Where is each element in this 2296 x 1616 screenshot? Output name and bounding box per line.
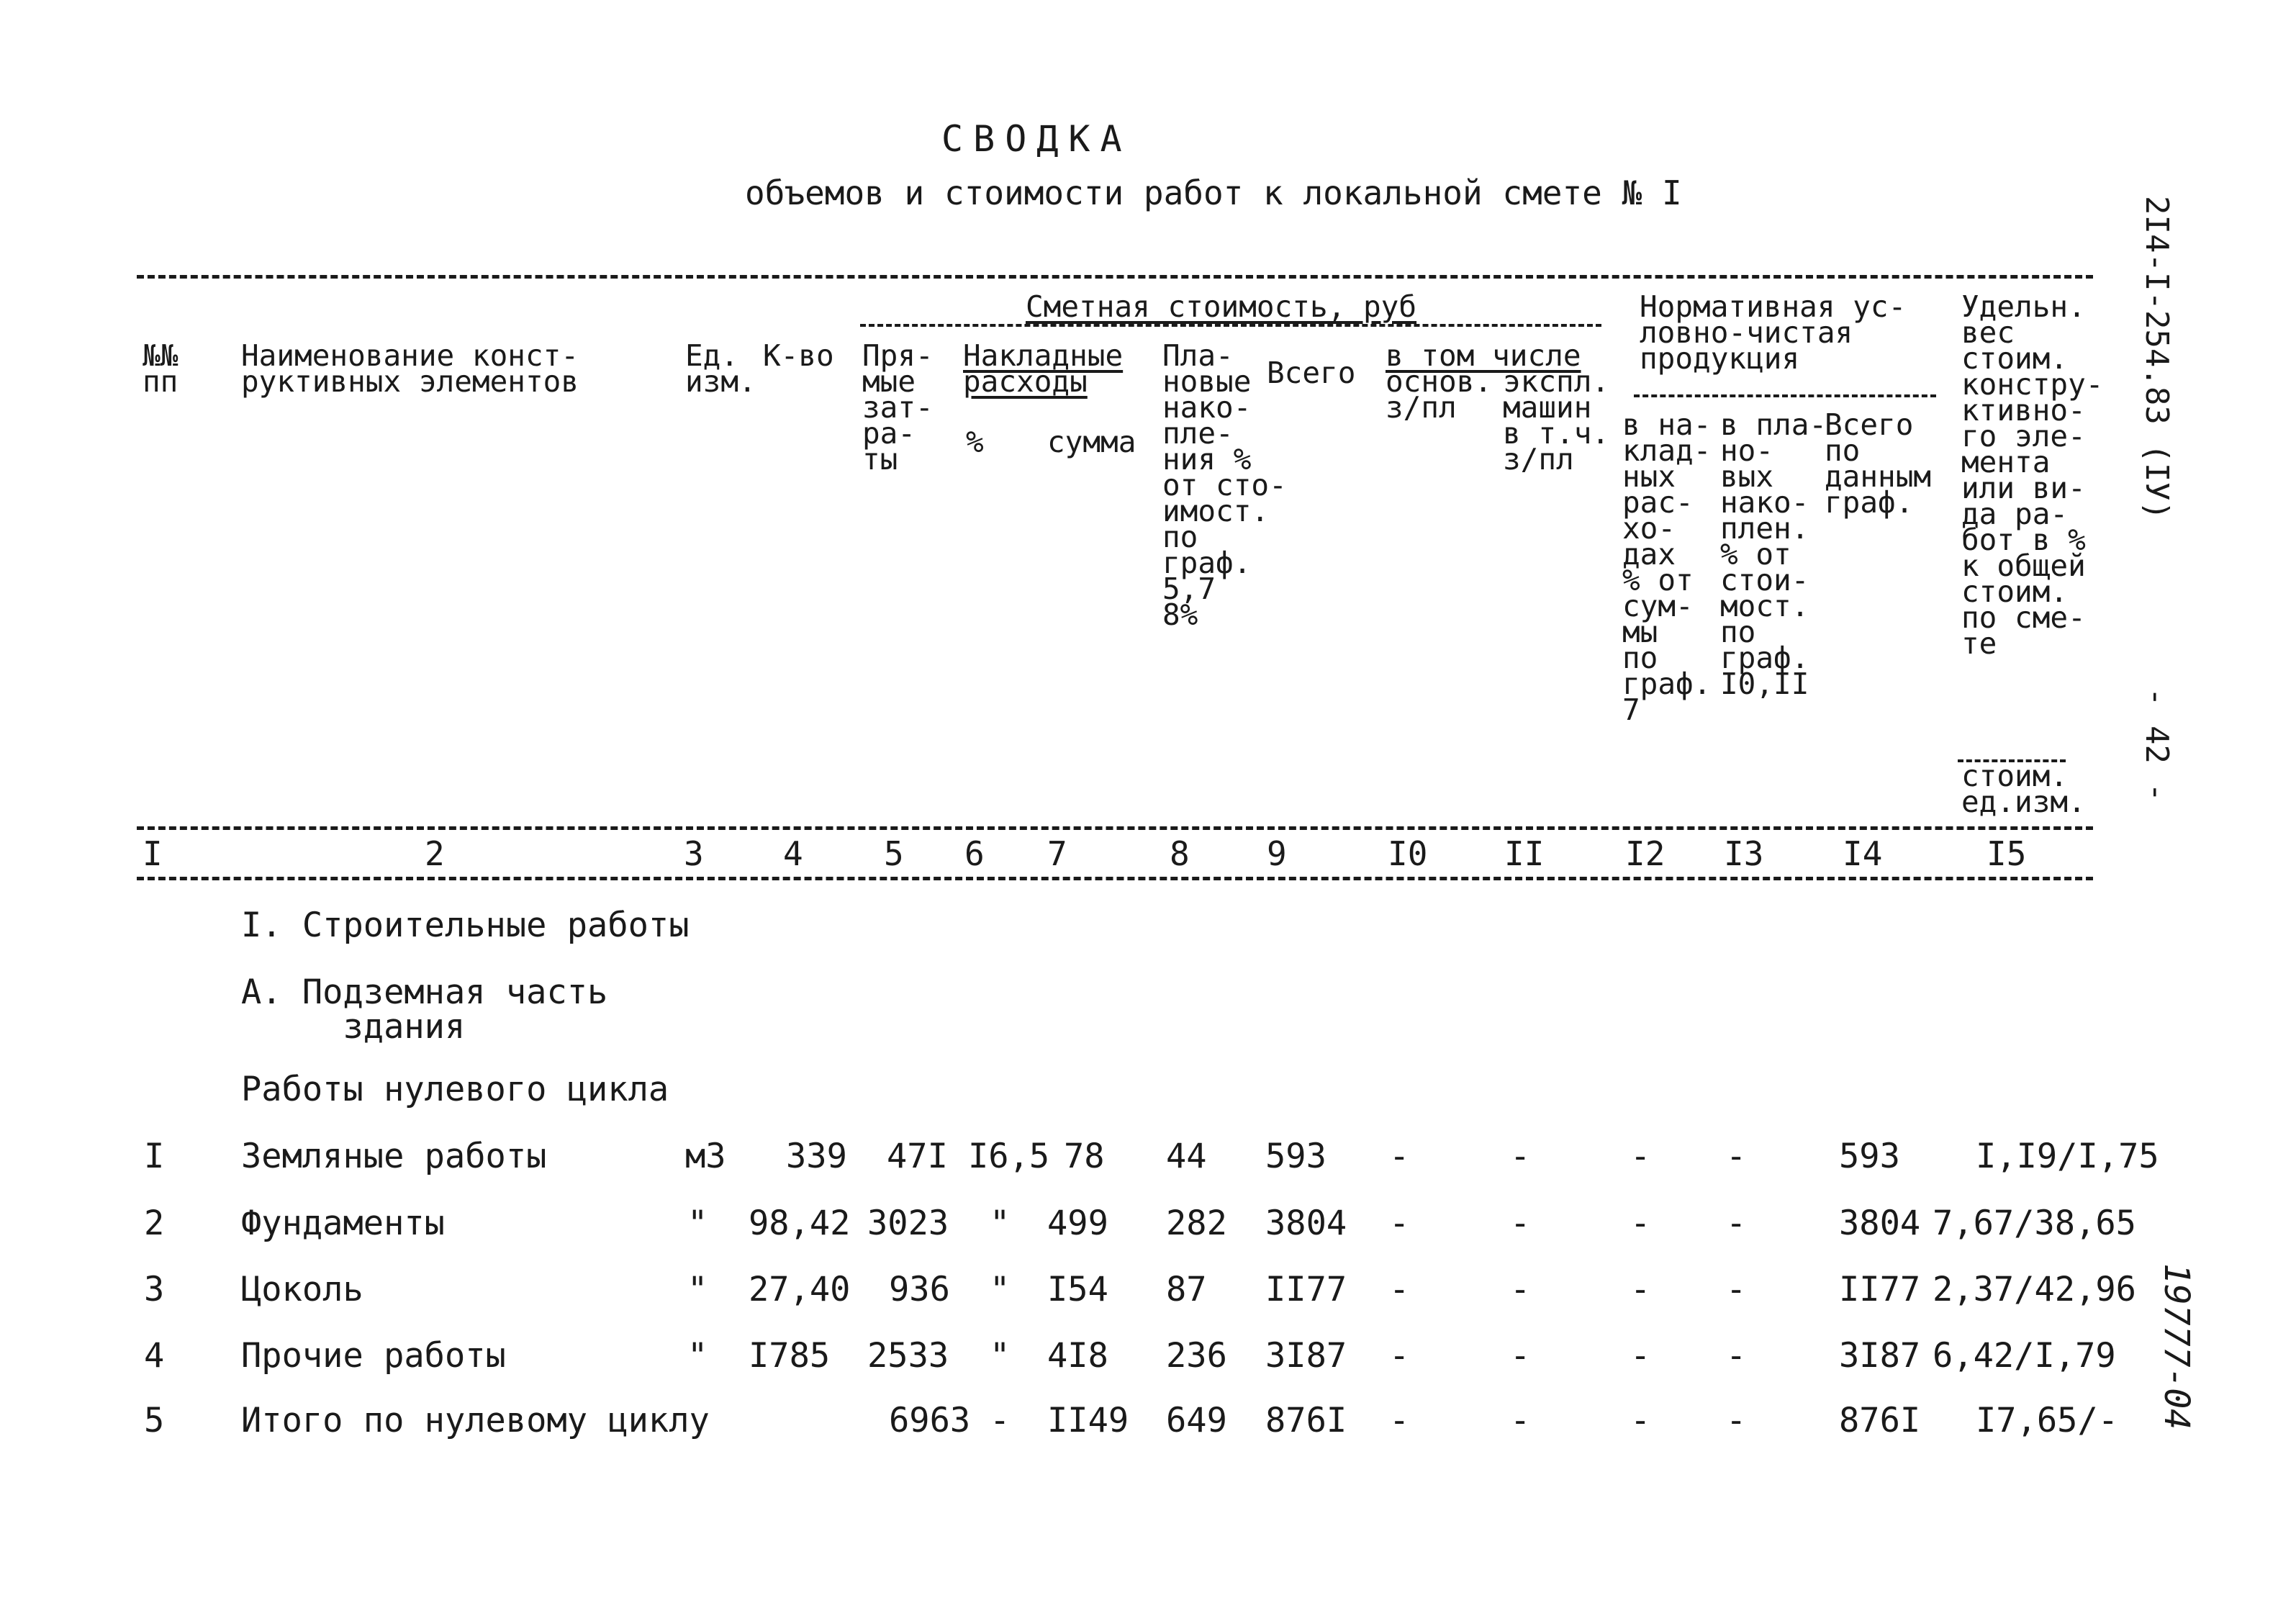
row-norm-overhead: -	[1630, 1137, 1651, 1176]
row-quantity: 27,40	[749, 1270, 851, 1309]
row-overhead-sum: 499	[1047, 1204, 1108, 1243]
row-quantity: I785	[749, 1336, 831, 1376]
column-number-8: 8	[1170, 834, 1190, 873]
row-total: II77	[1265, 1270, 1347, 1309]
row-norm-planned: -	[1726, 1270, 1747, 1309]
row-overhead-percent: -	[990, 1401, 1011, 1440]
column-number-3: 3	[684, 834, 704, 873]
header-quantity: К-во	[763, 338, 834, 373]
row-overhead-percent: "	[990, 1336, 1011, 1376]
header-group-estimated-cost: Сметная стоимость, руб	[1026, 289, 1417, 324]
row-basic-wage: -	[1389, 1137, 1410, 1176]
row-direct-costs: 3023	[867, 1204, 949, 1243]
row-planned: 236	[1166, 1336, 1227, 1376]
header-unit: Ед. изм.	[685, 338, 756, 399]
row-machine: -	[1510, 1270, 1531, 1309]
row-norm-total: 3I87	[1839, 1336, 1921, 1376]
column-number-12: I2	[1625, 834, 1665, 873]
row-quantity: 98,42	[749, 1204, 851, 1243]
column-number-7: 7	[1047, 834, 1067, 873]
row-name: Итого по нулевому циклу	[241, 1401, 710, 1440]
page-number: - 42 -	[2138, 687, 2175, 802]
row-norm-total: 3804	[1839, 1204, 1921, 1243]
row-overhead-percent: "	[990, 1204, 1011, 1243]
row-name: Прочие работы	[241, 1336, 506, 1376]
column-number-6: 6	[964, 834, 985, 873]
row-direct-costs: 6963	[889, 1401, 971, 1440]
header-total: Всего	[1267, 356, 1356, 390]
row-number: 5	[144, 1401, 165, 1440]
row-specific-weight: 7,67/38,65	[1933, 1204, 2136, 1243]
row-machine: -	[1510, 1204, 1531, 1243]
row-overhead-sum: I54	[1047, 1270, 1108, 1309]
row-planned: 649	[1166, 1401, 1227, 1440]
header-norm-in-overhead: в на- клад- ных рас- хо- дах % от сум- мы по граф. 7	[1622, 407, 1712, 727]
section-heading-zero-cycle: Работы нулевого цикла	[241, 1070, 669, 1109]
column-number-11: II	[1504, 834, 1545, 873]
row-quantity: 339	[786, 1137, 847, 1176]
row-unit: "	[687, 1336, 708, 1376]
row-unit: м3	[685, 1137, 726, 1176]
row-specific-weight: 2,37/42,96	[1933, 1270, 2136, 1309]
header-bottom-rule	[137, 826, 2093, 830]
row-basic-wage: -	[1389, 1270, 1410, 1309]
header-overhead-percent: %	[966, 425, 984, 459]
row-norm-planned: -	[1726, 1204, 1747, 1243]
row-norm-planned: -	[1726, 1137, 1747, 1176]
header-group-normative-output: Нормативная ус- ловно-чистая продукция	[1640, 289, 1907, 376]
document-subtitle: объемов и стоимости работ к локальной смете № I	[745, 173, 1682, 212]
row-number: 3	[144, 1270, 165, 1309]
handwritten-archive-mark: 19777-04	[2156, 1263, 2197, 1430]
row-norm-overhead: -	[1630, 1336, 1651, 1376]
row-overhead-sum: II49	[1047, 1401, 1129, 1440]
header-group-including: в том числе	[1386, 338, 1581, 373]
row-unit: "	[687, 1204, 708, 1243]
row-norm-planned: -	[1726, 1401, 1747, 1440]
row-machine: -	[1510, 1401, 1531, 1440]
row-direct-costs: 936	[889, 1270, 950, 1309]
column-number-13: I3	[1724, 834, 1764, 873]
row-norm-total: 593	[1839, 1137, 1900, 1176]
header-overhead-sum: сумма	[1047, 425, 1136, 459]
column-numbers-rule	[137, 877, 2093, 880]
row-specific-weight: I7,65/-	[1976, 1401, 2119, 1440]
row-machine: -	[1510, 1336, 1531, 1376]
header-element-name: Наименование конст- руктивных элементов	[241, 338, 579, 399]
column-number-4: 4	[783, 834, 803, 873]
side-document-code: 2I4-I-254.83 (IУ)	[2138, 196, 2175, 520]
row-direct-costs: 2533	[867, 1336, 949, 1376]
column-number-9: 9	[1267, 834, 1287, 873]
row-name: Фундаменты	[241, 1204, 445, 1243]
header-overhead: Накладные расходы	[963, 338, 1124, 399]
header-norm-in-planned: в пла- но- вых нако- плен. % от стои- мост. по граф. I0,II	[1720, 407, 1827, 701]
section-heading-underground: А. Подземная часть здания	[241, 972, 608, 1047]
section-heading-construction: I. Строительные работы	[241, 906, 690, 945]
header-share-unit: стоим. ед.изм.	[1961, 759, 2086, 819]
row-planned: 44	[1166, 1137, 1207, 1176]
column-number-15: I5	[1987, 834, 2027, 873]
column-number-2: 2	[425, 834, 445, 873]
row-norm-overhead: -	[1630, 1401, 1651, 1440]
row-norm-total: II77	[1839, 1270, 1921, 1309]
row-norm-overhead: -	[1630, 1270, 1651, 1309]
row-total: 876I	[1265, 1401, 1347, 1440]
row-total: 593	[1265, 1137, 1326, 1176]
row-overhead-percent: "	[990, 1270, 1011, 1309]
row-planned: 87	[1166, 1270, 1207, 1309]
cost-group-rule	[860, 324, 1601, 327]
row-basic-wage: -	[1389, 1204, 1410, 1243]
header-npp: №№ пп	[143, 338, 178, 399]
row-unit: "	[687, 1270, 708, 1309]
header-machine-operation: экспл. машин в т.ч. з/пл	[1503, 364, 1610, 477]
row-name: Земляные работы	[241, 1137, 547, 1176]
norm-group-rule	[1634, 394, 1936, 397]
row-total: 3I87	[1265, 1336, 1347, 1376]
header-direct-costs: Пря- мые зат- ра- ты	[862, 338, 934, 477]
row-overhead-sum: 4I8	[1047, 1336, 1108, 1376]
row-overhead-sum: 78	[1064, 1137, 1105, 1176]
row-norm-total: 876I	[1839, 1401, 1921, 1440]
row-overhead-percent: I6,5	[968, 1137, 1050, 1176]
column-number-10: I0	[1388, 834, 1428, 873]
header-specific-weight: Удельн. вес стоим. констру- ктивно- го эле- мента или ви- да ра- бот в % к общей стоим. по сме- те	[1961, 289, 2104, 661]
row-norm-overhead: -	[1630, 1204, 1651, 1243]
column-number-5: 5	[884, 834, 904, 873]
row-basic-wage: -	[1389, 1401, 1410, 1440]
row-direct-costs: 47I	[887, 1137, 948, 1176]
column-number-14: I4	[1843, 834, 1883, 873]
column-number-1: I	[143, 834, 163, 873]
row-norm-planned: -	[1726, 1336, 1747, 1376]
document-title: СВОДКА	[941, 118, 1132, 160]
header-basic-wage: основ. з/пл	[1386, 364, 1493, 425]
row-specific-weight: I,I9/I,75	[1976, 1137, 2159, 1176]
row-number: I	[144, 1137, 165, 1176]
table-top-rule	[137, 275, 2093, 279]
row-planned: 282	[1166, 1204, 1227, 1243]
row-basic-wage: -	[1389, 1336, 1410, 1376]
row-machine: -	[1510, 1137, 1531, 1176]
row-name: Цоколь	[241, 1270, 363, 1309]
row-specific-weight: 6,42/I,79	[1933, 1336, 2116, 1376]
row-total: 3804	[1265, 1204, 1347, 1243]
header-planned-accumulations: Пла- новые нако- пле- ния % от сто- имост. по граф. 5,7 8%	[1162, 338, 1287, 632]
row-number: 4	[144, 1336, 165, 1376]
header-norm-total: Всего по данным граф.	[1825, 407, 1932, 520]
row-number: 2	[144, 1204, 165, 1243]
